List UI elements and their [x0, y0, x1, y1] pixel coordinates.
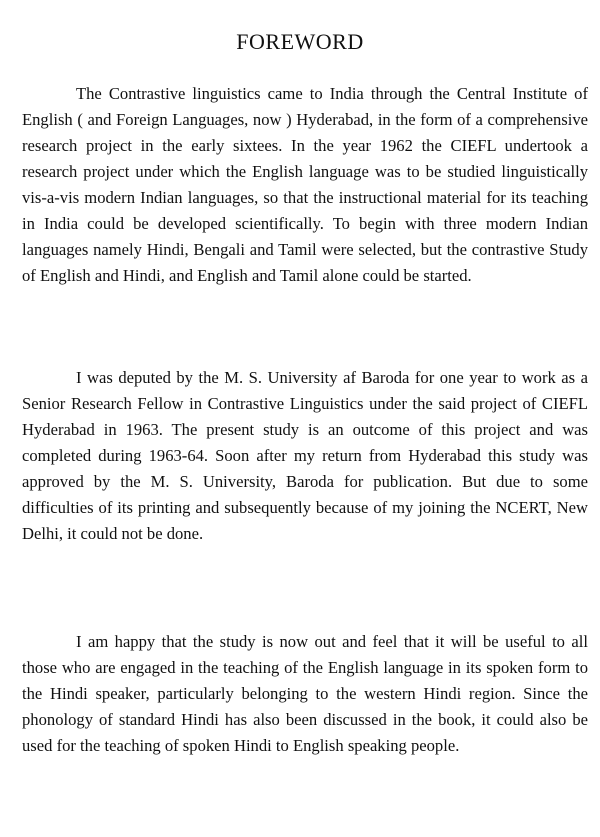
paragraph-2: I was deputed by the M. S. University af Baroda for one year to work as a Senior Research Fellow in Contrastive Linguistics under the said project of CIEFL Hyderabad in 1963. The present study is an outcome of this project and was completed during 1963-64. Soon after my return from Hyderabad this study was approved by the M. S. University, Baroda for publication. But due to some difficulties of its printing and subsequently because of my joining the NCERT, New Delhi, it could not be done. — [22, 368, 588, 543]
paragraph-1: The Contrastive linguistics came to India through the Central Institute of English ( and Foreign Languages, now ) Hyderabad, in the form of a comprehensive research project in the early sixtees. In the year 1962 the CIEFL undertook a research project under which the English language was to be studied linguistically vis-a-vis modern Indian languages, so that the instructional material for its teaching in India could be developed scientifically. To begin with three modern Indian languages namely Hindi, Bengali and Tamil were selected, but the contrastive Study of English and Hindi, and English and Tamil alone could be started. — [22, 84, 588, 285]
page-title: FOREWORD — [236, 28, 364, 54]
paragraph-3: I am happy that the study is now out and feel that it will be useful to all those who are engaged in the teaching of the English language in its spoken form to the Hindi speaker, particularly belonging to the western Hindi region. Since the phonology of standard Hindi has also been discussed in the book, it could also be used for the teaching of spoken Hindi to English speaking people. — [22, 632, 588, 755]
